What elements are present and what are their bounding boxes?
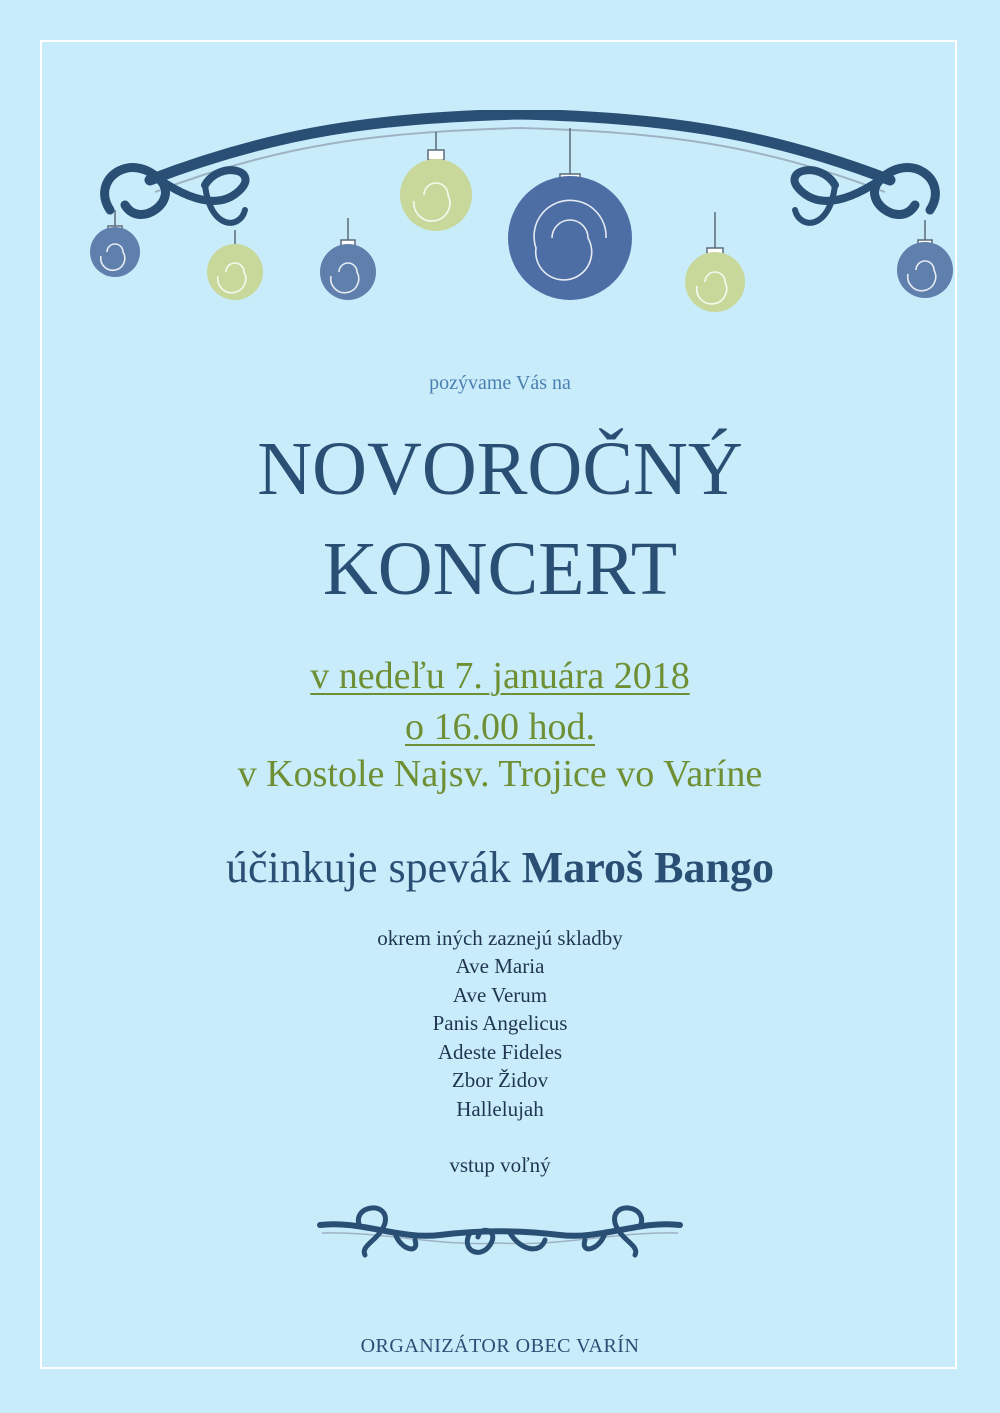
song-item: Zbor Židov: [451, 1068, 549, 1093]
song-list: [0, 952, 1000, 1124]
song-item: Ave Maria: [455, 954, 545, 978]
performer-name: Maroš Bango: [521, 843, 774, 892]
song-item: Panis Angelicus: [432, 1011, 568, 1036]
organizer-text: ORGANIZÁTOR OBEC VARÍN: [360, 1335, 640, 1357]
event-date: [0, 654, 1000, 698]
title-line-2: KONCERT: [322, 527, 678, 611]
title-line-1: NOVOROČNÝ: [257, 427, 743, 511]
event-time: [0, 705, 1000, 749]
ribbon-divider-ornament: [300, 1195, 700, 1275]
event-place: v Kostole Najsv. Trojice vo Varíne: [237, 753, 763, 795]
performer-prefix: účinkuje spevák: [226, 843, 511, 892]
event-date-text: v nedeľu 7. januára 2018: [310, 655, 690, 697]
event-time-text: o 16.00 hod.: [405, 706, 595, 748]
entry-text: vstup voľný: [449, 1153, 551, 1177]
performer-line: [0, 842, 1000, 893]
song-item: Ave Verum: [452, 982, 548, 1007]
christmas-baubles-ornament: [70, 110, 970, 320]
song-item: Adeste Fideles: [437, 1039, 563, 1064]
invite-text: pozývame Vás na: [429, 372, 571, 394]
songs-intro: okrem iných zaznejú skladby: [377, 926, 623, 950]
song-item: Hallelujah: [456, 1096, 544, 1121]
